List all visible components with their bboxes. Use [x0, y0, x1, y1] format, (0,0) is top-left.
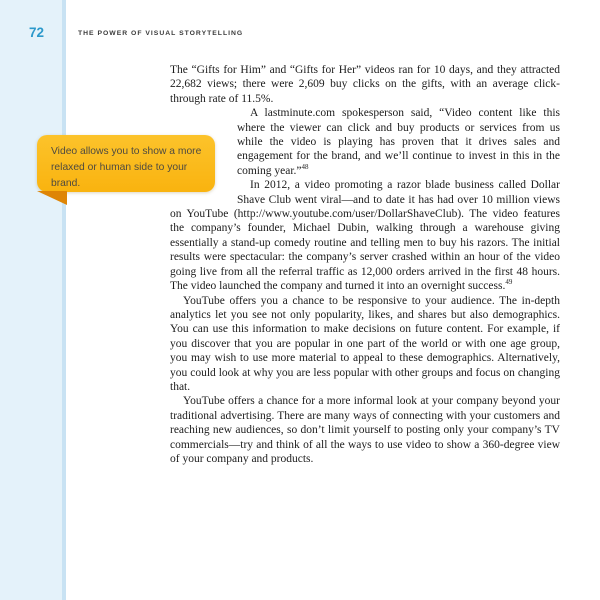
paragraph-text: YouTube offers a chance for a more informal look at your company beyond your traditional advertising. There are many ways of connecting with your customers and reaching new audiences, so don’t limit yourself to posting only your company’s TV commercials—try and think of all the ways to use video to show a 360-degree view of your company and products.: [170, 395, 560, 465]
paragraph: [170, 394, 560, 466]
paragraph-text: The “Gifts for Him” and “Gifts for Her” videos ran for 10 days, and they attracted 22,682 views; there were 2,609 buy clicks on the gifts, with an average click-through rate of 11.5%.: [170, 64, 560, 105]
paragraph: [170, 106, 560, 178]
paragraph-text: In 2012, a video promoting a razor blade business called Dollar Shave Club went viral—and to date it has had over 10 million views on YouTube (http://www.youtube.com/user/DollarShaveClub). The video features the company’s founder, Michael Dubin, walking through a warehouse giving essentially a stand-up comedy routine and telling men to buy his razors. The initial results were spectacular: the company’s server crashed within an hour of the video going live from all the referral traffic as 12,000 orders arrived in the first 48 hours. The video launched the company and turned it into an overnight success.: [170, 179, 560, 293]
paragraph: [170, 63, 560, 106]
callout-text: Video allows you to show a more relaxed or human side to your brand.: [51, 146, 202, 189]
endnote-ref: 49: [505, 278, 513, 287]
callout-bubble: [37, 135, 215, 192]
endnote-ref: 48: [301, 163, 309, 172]
paragraph: [170, 294, 560, 395]
running-head: THE POWER OF VISUAL STORYTELLING: [78, 30, 244, 37]
body-text-column: [170, 63, 560, 466]
paragraph-text: A lastminute.com spokesperson said, “Video content like this where the viewer can click and buy products or services from us while the video is playing has proven that it drives sales and engagement for the brand, and we’ll continue to invest in this in the coming year.”: [237, 107, 560, 177]
page-number: 72: [28, 25, 44, 40]
paragraph-text: YouTube offers you a chance to be responsive to your audience. The in-depth analytics let you see not only popularity, likes, and shares but also demographics. You can use this information to make decisions on future content. For example, if you discover that you are popular in one part of the world or with one age group, you may wish to use more material to appeal to these demographics. Alternatively, you could look at why you are less popular with other groups and focus on changing that.: [170, 294, 560, 393]
left-margin-band: [0, 0, 66, 600]
